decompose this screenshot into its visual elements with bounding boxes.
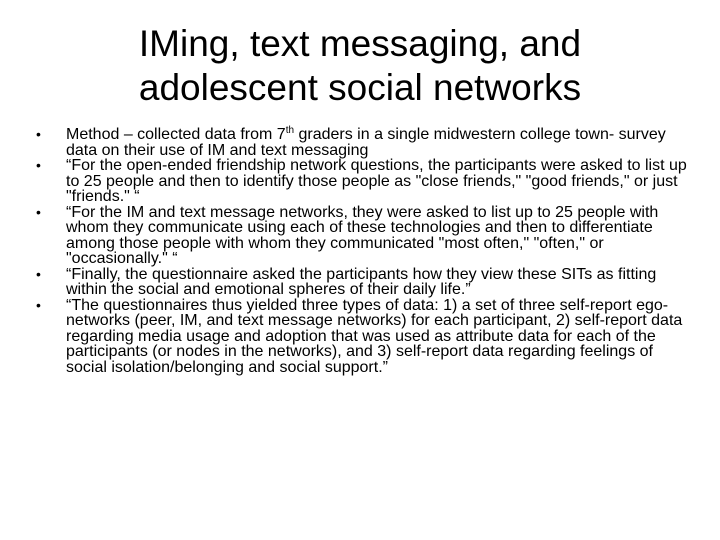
bullet-icon: • [36,126,41,142]
bullet-icon: • [36,296,41,313]
bullet-method-text-pre: Method – collected data from 7 [66,126,286,143]
bullet-method-superscript: th [285,125,295,136]
bullet-icon: • [36,203,41,220]
bullet-data-types [36,298,696,376]
bullet-sits-spheres-text: “Finally, the questionnaire asked the participants how they view these SITs as fitting within the social and emotional spheres of their daily life.” [66,265,657,298]
slide-title-line-1: IMing, text messaging, and [138,23,582,64]
bullet-method-text-post: graders in a single midwestern college town- survey data on their use of IM and text messaging [66,126,666,159]
bullet-icon: • [36,157,41,173]
slide-title [60,22,660,110]
bullet-sits-spheres [36,267,696,298]
bullet-im-networks-text: “For the IM and text message networks, they were asked to list up to 25 people with whom they communicate using each of these technologies and then to differentiate among those people with whom they communicated "most often," "often," or "occasionally." “ [66,203,659,267]
bullet-list [36,127,696,375]
bullet-icon: • [36,265,41,282]
bullet-im-networks [36,205,696,267]
bullet-friendship-questions [36,158,696,205]
bullet-friendship-questions-text: “For the open-ended friendship network questions, the participants were asked to list up to 25 people and then to identify those people as "close friends," "good friends," or just "friends." “ [66,157,687,205]
bullet-method [36,127,696,158]
bullet-data-types-text: “The questionnaires thus yielded three types of data: 1) a set of three self-report ego-networks (peer, IM, and text message networks) for each participant, 2) self-report data regarding media usage and adoption that was used as attribute data for each of the participants (or nodes in the networks), and 3) self-report data regarding feelings of social isolation/belonging and social support.” [66,296,683,376]
slide-title-line-2: adolescent social networks [138,67,582,108]
